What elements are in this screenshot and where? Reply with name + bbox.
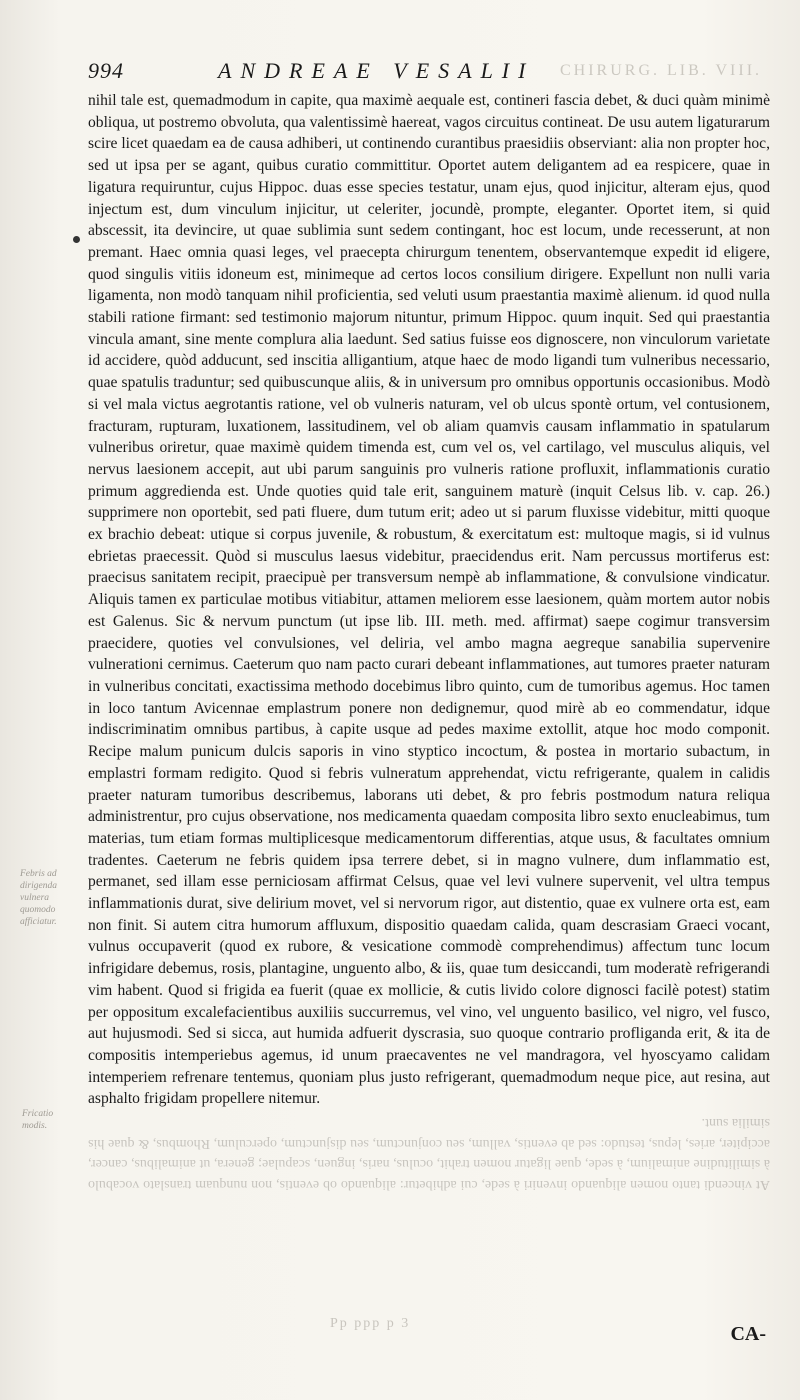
catchword: CA- [730, 1323, 766, 1345]
margin-note: Fricatio modis. [22, 1109, 54, 1131]
signature-mark: Pp ppp p 3 [330, 1316, 411, 1331]
running-head-title: ANDREAE VESALII [218, 58, 535, 83]
show-through-text: At vincendi tanto nomen aliquando inveniri à sede, cui adhibetur: aliquando ob eventis, non nunquam translato vocabulo à similitudine animalium, à sede, quae ligatur nomen trahit, oculus, naris, inguen, scapulae; genera, ut animalibus, cancer, accipiter, aries, lepus, testudo: sed ab eventis, vallum, seu conjunctum, seu disjunctum, operculum, Rhombus, & quae his similia sunt. [88, 1115, 770, 1192]
bleed-through-header: CHIRURG. LIB. VIII. [560, 62, 763, 79]
ink-dot [73, 236, 80, 243]
main-text-block [88, 90, 770, 1110]
margin-note: Febris ad dirigenda vulnera quomodo afficiatur. [20, 869, 57, 927]
page-number: 994 [88, 58, 124, 83]
paragraph: nihil tale est, quemadmodum in capite, qua maximè aequale est, contineri fascia debet, & duci quàm minimè obliqua, ut postremo obvoluta, qua valentissimè haereat, vagos circuitus contineat. De usu autem ligaturarum scire licet quaedam ea de causa adhiberi, ut continendo curantibus praesidiis observiant: alia non propter hoc, sed ut ipsa per se agant, quibus curatio committitur. Oportet autem deligantem ad ea respicere, quae in ligatura requiruntur, cujus Hippoc. duas esse species testatur, unam ejus, quod injicitur, alteram ejus, quod injectum est, dum vinculum injicitur, ut celeriter, jocundè, prompte, eleganter. Oportet item, si quid abscessit, ita devincire, ut quae sublimia sunt sedem contingant, hoc est locum, unde recesserunt, at non premant. Haec omnia quasi leges, vel praecepta chirurgum tenentem, observantemque expedit id eligere, quod singulis vitiis idoneum est, minimeque ad certos locos consilium dirigere. Expellunt non nulli varia ligamenta, non modò tanquam nihil proficientia, sed veluti usum praestantia maximè alienum. id quod nulla stabili ratione firmant: sed testimonio majorum nituntur, primum Hippoc. quum inquit. Sed qui praestantia vincula amant, sine mente complura alia laedunt. Sed satius fuisse eos dignoscere, non vinculorum varietate id accidere, quòd adducunt, sed inscitia alligantium, atque haec de modo ligandi tum vulneribus necessario, quae spatulis traduntur; sed quibuscunque aliis, & in universum pro omnibus opportunis occasionibus. Modò si vel mala victus aegrotantis ratione, vel ob vulneris naturam, vel ob ulcus spontè ortum, vel contusionem, fracturam, rupturam, luxationem, lassitudinem, vel ob aliam quamvis causam inflammatio in spatularum vulneribus oriretur, quae maximè quidem timenda est, cum vel os, vel cartilago, vel musculus aliquis, vel nervus laesionem accepit, aut ubi parum sanguinis pro vulneris ratione profluxit, inflammationis curatio primum aggredienda est. Unde quoties quid tale erit, sanguinem maturè (inquit Celsus lib. v. cap. 26.) supprimere non oportebit, sed pati fluere, dum tutum erit; adeo ut si parum fluxisse videbitur, mitti quoque ex brachio debeat: utique si corpus juvenile, & robustum, & exercitatum est: multoque magis, si id vulnus ebrietas praecessit. Quòd si musculus laesus videbitur, praecidendus erit. Nam percussus mortiferus est: praecisus sanitatem recipit, praecipuè per transversum nempè ab inflammatione, & convulsione vindicatur. Aliquis tamen ex particulae motibus vitiabitur, attamen meliorem esse laesionem, quàm mortem autor nobis est Galenus. Sic & nervum punctum (ut ipse lib. III. meth. med. affirmat) saepe cogimur transversim praecidere, quoties vel convulsiones, vel deliria, vel ambo magna aegreque sanabilia supervenire vulnerationi cernimus. Caeterum quo nam pacto curari debeant inflammationes, aut tumores praeter naturam in vulneribus concitati, exactissima methodo docebimus libro quinto, cum de tumoribus agemus. Hoc tamen in loco tantum Avicennae emplastrum ponere non dedignemur, quod mirè ab eo commendatur, idque indiscriminatim omnibus partibus, à capite usque ad pedes maxime extollit, atque hoc modo componit. Recipe malum punicum dulcis saporis in vino styptico incoctum, & postea in mortario subactum, in emplastri formam redigito. Quod si febris vulneratum apprehendat, victu refrigerante, qualem in calidis praeter naturam tumoribus describemus, laborans uti debet, & pro febris postmodum natura reliqua administrentur, pro cujus observatione, nos medicamenta quaedam composita libro sexto enucleabimus, tum materias, tum etiam formas multiplicesque medicamentorum differentias, atque usus, & facultates omnium tradentes. Caeterum ne febris quidem ipsa terrere debet, si in magno vulnere, dum inflammatio est, permanet, sed illam esse perniciosam affirmat Celsus, quae vel levi vulnere supervenit, vel ultra tempus inflammationis durat, sive delirium movet, vel si nervorum rigor, aut distentio, quae ex vulnere orta est, eam non finit. Si autem citra humorum affluxum, dispositio quaedam calida, quam descrasiam Graeci vocant, vulnus occupaverit (quod ex rubore, & vesicatione commodè comprehendimus) affectum tunc locum infrigidare debemus, rosis, plantagine, unguento albo, & iis, quae tum desiccandi, tum moderatè refrigerandi vim habent. Quod si frigida ea fuerit (quae ex mollicie, & cutis livido colore dignosci facilè potest) statim per oppositum excalefacientibus auxiliis succurremus, vel vino, vel unguento basilico, vel nigro, vel fusco, aut hujusmodi. Sed si sicca, aut humida adfuerit dyscrasia, suo quoque contrario profliganda erit, & ita de compositis intemperiebus agemus, id unum praecaventes ne vel mandragora, vel hyoscyamo calidam intemperiem refrenare tentemus, quoniam plus justo refrigerant, quemadmodum neque pice, aut resina, aut asphalto frigidam propellere nitemur. [88, 92, 770, 1108]
